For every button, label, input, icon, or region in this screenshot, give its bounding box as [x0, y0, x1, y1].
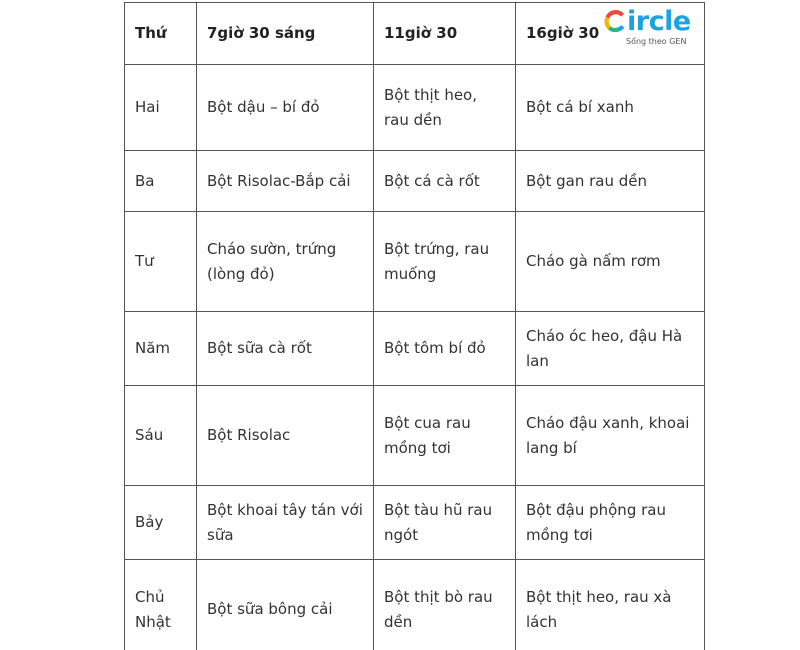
meal-cell: Cháo gà nấm rơm: [516, 212, 705, 312]
meal-cell: Bột dậu – bí đỏ: [197, 65, 374, 151]
meal-cell: Bột tôm bí đỏ: [374, 312, 516, 386]
meal-cell: Bột sữa cà rốt: [197, 312, 374, 386]
table-row: [125, 560, 705, 650]
logo-wordmark: [604, 6, 691, 38]
meal-cell: Bột cá bí xanh: [516, 65, 705, 151]
logo-tagline: Sống theo GEN: [626, 37, 687, 46]
table-row: [125, 212, 705, 312]
meal-cell: Cháo óc heo, đậu Hà lan: [516, 312, 705, 386]
day-cell: Chủ Nhật: [125, 560, 197, 650]
meal-cell: Bột cua rau mồng tơi: [374, 386, 516, 486]
day-cell: Hai: [125, 65, 197, 151]
header-day: Thứ: [125, 3, 197, 65]
table-row: [125, 486, 705, 560]
table-row: [125, 65, 705, 151]
meal-cell: Bột cá cà rốt: [374, 151, 516, 212]
day-cell: Tư: [125, 212, 197, 312]
meal-cell: Bột đậu phộng rau mồng tơi: [516, 486, 705, 560]
header-noon: 11giờ 30: [374, 3, 516, 65]
day-cell: Bảy: [125, 486, 197, 560]
table-row: [125, 151, 705, 212]
meal-cell: Bột tàu hũ rau ngót: [374, 486, 516, 560]
meal-cell: Bột trứng, rau muống: [374, 212, 516, 312]
header-afternoon: 16giờ 30: [516, 3, 705, 65]
meal-cell: Bột thịt heo, rau xà lách: [516, 560, 705, 650]
meal-cell: Cháo sườn, trứng (lòng đỏ): [197, 212, 374, 312]
day-cell: Năm: [125, 312, 197, 386]
meal-cell: Cháo đậu xanh, khoai lang bí: [516, 386, 705, 486]
meal-cell: Bột khoai tây tán với sữa: [197, 486, 374, 560]
circle-logo: [604, 6, 702, 50]
meal-schedule-table: [124, 2, 705, 650]
logo-c-icon: [604, 10, 626, 32]
day-cell: Sáu: [125, 386, 197, 486]
table-row: [125, 312, 705, 386]
table-row: [125, 386, 705, 486]
day-cell: Ba: [125, 151, 197, 212]
meal-cell: Bột Risolac: [197, 386, 374, 486]
meal-cell: Bột sữa bông cải: [197, 560, 374, 650]
meal-cell: Bột gan rau dền: [516, 151, 705, 212]
meal-cell: Bột thịt heo, rau dền: [374, 65, 516, 151]
meal-cell: Bột Risolac-Bắp cải: [197, 151, 374, 212]
meal-cell: Bột thịt bò rau dền: [374, 560, 516, 650]
logo-text: ircle: [627, 6, 691, 37]
header-morning: 7giờ 30 sáng: [197, 3, 374, 65]
